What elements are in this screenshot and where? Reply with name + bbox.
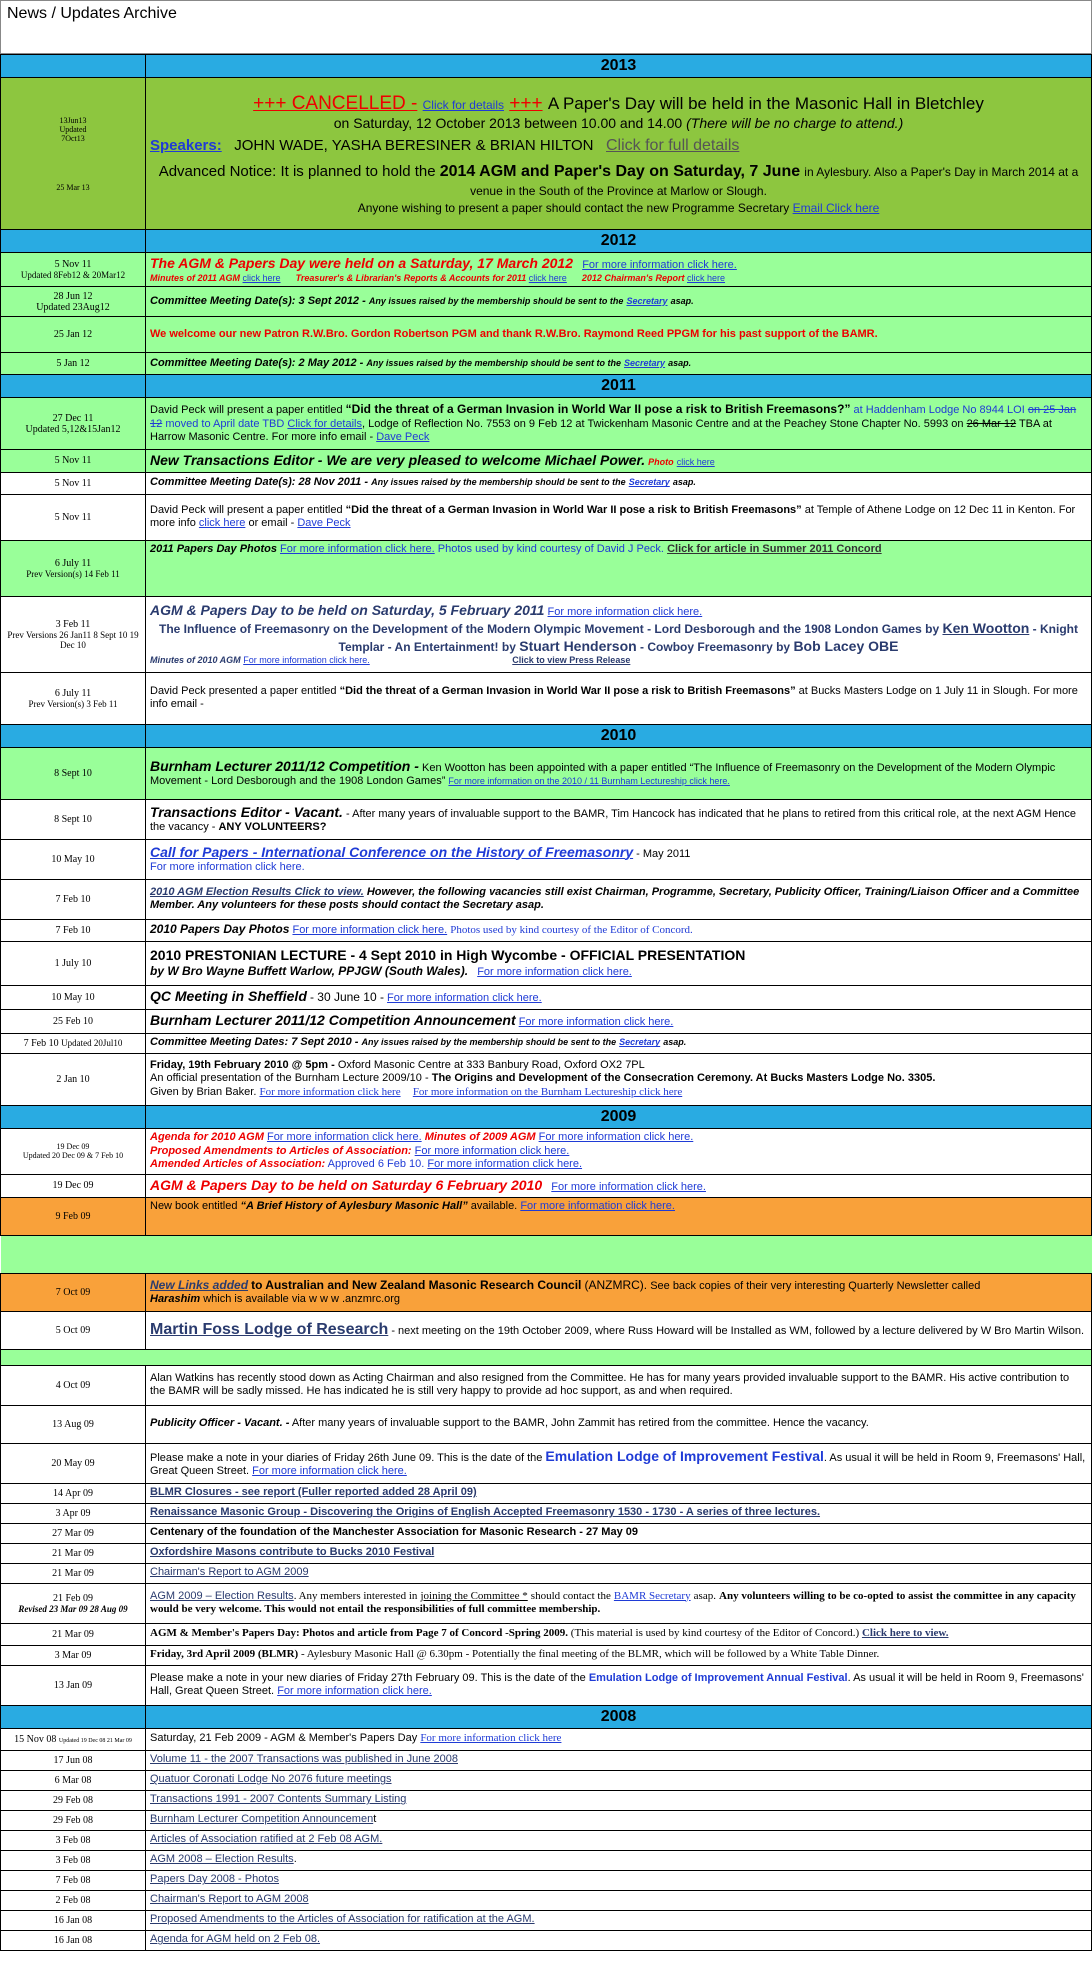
row-content: Please make a note in your new diaries of Friday 27th February 09. This is the date of the Emulation Lodge of Improvement Annual Festival. As usual it will be held in Room 9, Freemasons' Hall, Great Queen Street. For more information click here. (146, 1665, 1092, 1705)
minutes-label: Minutes of 2011 AGM (150, 272, 241, 283)
details-link[interactable]: Click for details (287, 417, 362, 430)
more-info-link[interactable]: For more information click here. (582, 259, 737, 271)
row-content (146, 1503, 1092, 1523)
table-row (1, 1483, 1092, 1503)
row-date: 13 Aug 09 (1, 1405, 146, 1443)
row-content: Burnham Lecturer Competition Announcement (146, 1810, 1092, 1830)
row-content (146, 253, 1092, 287)
table-row (1, 1890, 1092, 1910)
table-row (1, 317, 1092, 353)
agenda-link[interactable]: For more information click here. (266, 1130, 422, 1143)
list-item-link[interactable]: Quatuor Coronati Lodge No 2076 future meetings (150, 1773, 392, 1786)
more-info-link[interactable]: For more information click here. (477, 966, 632, 979)
row-content: Committee Meeting Dates: 7 Sept 2010 - Any issues raised by the membership should be sent to the Secretary asap. (146, 1033, 1092, 1053)
table-row (1, 1583, 1092, 1623)
table-row (1, 540, 1092, 596)
chairman-report-link[interactable]: Chairman's Report to AGM 2009 (150, 1566, 309, 1579)
table-row (1, 253, 1092, 287)
row-date: 17 Jun 08 (1, 1750, 146, 1770)
row-date: 29 Feb 08 (1, 1810, 146, 1830)
table-row (1, 1053, 1092, 1105)
list-item-link[interactable]: Papers Day 2008 - Photos (150, 1873, 280, 1886)
list-item-link[interactable]: Articles of Association ratified at 2 Feb 08 AGM. (150, 1833, 383, 1846)
table-row (1, 1405, 1092, 1443)
year-header-2011 (1, 375, 1092, 398)
archive-table (0, 54, 1092, 1951)
table-row (1, 747, 1092, 799)
row-date: 14 Apr 09 (1, 1483, 146, 1503)
row-content (146, 1830, 1092, 1850)
row-content (146, 353, 1092, 375)
list-item-link[interactable]: Chairman's Report to AGM 2008 (150, 1893, 309, 1906)
table-row (1, 1850, 1092, 1870)
row-date: 6 July 11 Prev Version(s) 3 Feb 11 (1, 672, 146, 724)
text: Any issues raised by the membership should be sent to the (368, 295, 624, 306)
amended-link[interactable]: For more information click here. (427, 1158, 583, 1171)
row-content (146, 78, 1092, 230)
row-date: 27 Mar 09 (1, 1523, 146, 1543)
election-results-link[interactable]: 2010 AGM Election Results Click to view. (150, 885, 364, 898)
year-label: 2009 (146, 1105, 1092, 1128)
table-row (1, 287, 1092, 317)
secretary-link[interactable]: Secretary (626, 295, 668, 306)
row-content: Friday, 19th February 2010 @ 5pm - Oxford Masonic Centre at 333 Banbury Road, Oxford OX2 7PL An official presentation of the Burnham Lecture 2009/10 - The Origins and Development of the Consecration Ceremony. At Bucks Masters Lodge No. 3305. Given by Brian Baker. For more information click here For more information on the Burnham Lectureship click here (146, 1053, 1092, 1105)
full-details-link[interactable]: Click for full details (606, 136, 740, 154)
row-content: Centenary of the foundation of the Manchester Association for Masonic Research - 27 May 09 (146, 1523, 1092, 1543)
row-date: 3 Apr 09 (1, 1503, 146, 1523)
row-content: Publicity Officer - Vacant. - After many years of invaluable support to the BAMR, John Zammit has retired from the committee. Hence the vacancy. (146, 1405, 1092, 1443)
more-info-link[interactable]: For more information click here. (252, 1465, 407, 1478)
table-row (1, 494, 1092, 540)
row-date: 7 Oct 09 (1, 1273, 146, 1311)
row-content: Burnham Lecturer 2011/12 Competition Announcement For more information click here. (146, 1009, 1092, 1033)
more-info-link[interactable]: For more information click here. (547, 606, 703, 619)
row-content: Please make a note in your diaries of Friday 26th June 09. This is the date of the Emulation Lodge of Improvement Festival. As usual it will be held in Room 9, Freemasons' Hall, Great Queen Street. For more information click here. (146, 1443, 1092, 1483)
table-row (1, 1645, 1092, 1665)
table-row (1, 78, 1092, 230)
table-row (1, 1523, 1092, 1543)
year-header-2010 (1, 724, 1092, 747)
minutes-link[interactable]: click here (242, 272, 281, 283)
table-row (1, 1311, 1092, 1349)
year-header-2013 (1, 55, 1092, 78)
list-item-link[interactable]: AGM 2008 – Election Results (150, 1853, 294, 1866)
table-row (1, 839, 1092, 879)
speakers-link[interactable]: Speakers: (150, 136, 222, 154)
page-title (0, 0, 1092, 54)
row-content: AGM 2008 – Election Results. (146, 1850, 1092, 1870)
table-row (1, 1563, 1092, 1583)
row-date: 7 Feb 10 (1, 919, 146, 941)
row-content: 2010 AGM Election Results Click to view. However, the following vacancies still exist Chairman, Programme, Secretary, Publicity Officer, Training/Liaison Officer and a Committee Member. Any volunteers for these posts should contact the Secretary asap. (146, 879, 1092, 919)
table-row (1, 1009, 1092, 1033)
row-date: 19 Dec 09 Updated 20 Dec 09 & 7 Feb 10 (1, 1128, 146, 1174)
row-date: 15 Nov 08 Updated 19 Dec 08 21 Mar 09 (1, 1728, 146, 1750)
row-date: 3 Feb 08 (1, 1830, 146, 1850)
row-date: 7 Feb 10 Updated 20Jul10 (1, 1033, 146, 1053)
end: asap. (668, 357, 692, 368)
burnham-link[interactable]: For more information on the Burnham Lectureship click here (412, 1086, 683, 1099)
table-row (1, 1033, 1092, 1053)
secretary-link[interactable]: Secretary (624, 357, 666, 368)
row-content: New Links added to Australian and New Zealand Masonic Research Council (ANZMRC). See back copies of their very interesting Quarterly Newsletter called Harashim which is available via w w w .anzmrc.org (146, 1273, 1092, 1311)
row-content: Alan Watkins has recently stood down as Acting Chairman and also resigned from the Committee. He has for many years provided invaluable support to the BAMR. His active contribution to the BAMR will be sadly missed. He has indicated he is still very happy to provide ad hoc support, as and when required. (146, 1365, 1092, 1405)
row-content (146, 1870, 1092, 1890)
minutes-link[interactable]: For more information click here. (243, 655, 370, 665)
row-date: 21 Feb 09 Revised 23 Mar 09 28 Aug 09 (1, 1583, 146, 1623)
row-date: 2 Feb 08 (1, 1890, 146, 1910)
row-content: David Peck will present a paper entitled “Did the threat of a German Invasion in World War II pose a risk to British Freemasons” at Temple of Athene Lodge on 12 Dec 11 in Kenton. For more info click here or email - Dave Peck (146, 494, 1092, 540)
list-item-link[interactable]: Transactions 1991 - 2007 Contents Summary Listing (150, 1793, 407, 1806)
table-row (1, 1665, 1092, 1705)
year-header-2009 (1, 1105, 1092, 1128)
row-content: 2010 PRESTONIAN LECTURE - 4 Sept 2010 in High Wycombe - OFFICIAL PRESENTATION by W Bro Wayne Buffett Warlow, PPJGW (South Wales). For more information click here. (146, 941, 1092, 985)
row-content: We welcome our new Patron R.W.Bro. Gordon Robertson PGM and thank R.W.Bro. Raymond Reed PPGM for his past support of the BAMR. (146, 317, 1092, 353)
table-row (1, 1750, 1092, 1770)
lead: Committee Meeting Date(s): 3 Sept 2012 - (150, 294, 366, 307)
blmr-closures-link[interactable]: BLMR Closures - see report (Fuller reported added 28 April 09) (150, 1486, 477, 1499)
table-row (1, 1930, 1092, 1950)
secretary-link[interactable]: Secretary (628, 477, 670, 488)
table-row (1, 1870, 1092, 1890)
row-date: 3 Mar 09 (1, 1645, 146, 1665)
email-link[interactable]: Dave Peck (376, 431, 430, 444)
advance-bold: 2014 AGM and Paper's Day on Saturday, 7 June (439, 162, 801, 180)
when-note: (There will be no charge to attend.) (686, 115, 904, 132)
row-date: 10 May 10 (1, 839, 146, 879)
table-row (1, 1197, 1092, 1235)
table-row (1, 1543, 1092, 1563)
headline: A Paper's Day will be held in the Masonic Hall in Bletchley (547, 93, 984, 113)
row-content (146, 1910, 1092, 1930)
row-content: 2011 Papers Day Photos For more information click here. Photos used by kind courtesy of David J Peck. Click for article in Summer 2011 Concord (146, 540, 1092, 596)
row-date: 3 Feb 11 Prev Versions 26 Jan11 8 Sept 10 19 Dec 10 (1, 596, 146, 672)
oxfordshire-link[interactable]: Oxfordshire Masons contribute to Bucks 2010 Festival (150, 1546, 435, 1559)
row-date: 16 Jan 08 (1, 1910, 146, 1930)
row-content (146, 1543, 1092, 1563)
row-content: New Transactions Editor - We are very pleased to welcome Michael Power. Photo click here (146, 450, 1092, 473)
row-date: 5 Nov 11 (1, 450, 146, 473)
press-release-link[interactable]: Click to view Press Release (512, 655, 631, 665)
row-date: 6 Mar 08 (1, 1770, 146, 1790)
secretary-link[interactable]: BAMR Secretary (613, 1589, 691, 1602)
list-item-link[interactable]: Proposed Amendments to the Articles of Association for ratification at the AGM. (150, 1913, 535, 1926)
table-row (1, 1365, 1092, 1405)
table-row (1, 1443, 1092, 1483)
list-item-link[interactable]: Agenda for AGM held on 2 Feb 08. (150, 1933, 321, 1946)
year-header-2012 (1, 230, 1092, 253)
table-row (1, 1910, 1092, 1930)
more-info-link[interactable]: For more information click here (420, 1732, 562, 1745)
row-date: 25 Feb 10 (1, 1009, 146, 1033)
row-content: Friday, 3rd April 2009 (BLMR) - Aylesbury Masonic Hall @ 6.30pm - Potentially the final meeting of the BLMR, which will be followed by a White Table Dinner. (146, 1645, 1092, 1665)
concord-article-link[interactable]: Click for article in Summer 2011 Concord (667, 542, 882, 555)
table-row (1, 450, 1092, 473)
info-link[interactable]: click here (198, 517, 246, 530)
row-date: 5 Jan 12 (1, 353, 146, 375)
when-text: on Saturday, 12 October 2013 between 10.00 and 14.00 (333, 115, 683, 132)
table-row (1, 472, 1092, 494)
year-label: 2010 (146, 724, 1092, 747)
table-row (1, 1728, 1092, 1750)
election-results-link[interactable]: AGM 2009 – Election Results (150, 1589, 294, 1602)
anyone-text: Anyone wishing to present a paper should contact the new Programme Secretary (357, 200, 790, 215)
row-date: 1 July 10 (1, 941, 146, 985)
table-row (1, 398, 1092, 450)
plus-marker: +++ (509, 92, 543, 114)
row-content: AGM & Papers Day to be held on Saturday 6 February 2010 For more information click here. (146, 1175, 1092, 1198)
row-content (146, 1770, 1092, 1790)
chairman-link[interactable]: click here (687, 272, 726, 283)
year-label: 2011 (146, 375, 1092, 398)
table-row (1, 1175, 1092, 1198)
row-date: 21 Mar 09 (1, 1563, 146, 1583)
row-content: David Peck presented a paper entitled “Did the threat of a German Invasion in World War II pose a risk to British Freemasons” at Bucks Masters Lodge on 1 July 11 in Slough. For more info email - (146, 672, 1092, 724)
row-date-2: 25 Mar 13 (56, 182, 90, 192)
row-content (146, 1563, 1092, 1583)
row-date: 5 Nov 11 (1, 472, 146, 494)
row-date: 2 Jan 10 (1, 1053, 146, 1105)
end: asap. (670, 295, 694, 306)
table-row (1, 799, 1092, 839)
new-links-link[interactable]: New Links added (150, 1277, 249, 1292)
row-date: 5 Oct 09 (1, 1311, 146, 1349)
reports-link[interactable]: click here (528, 272, 567, 283)
row-date: 29 Feb 08 (1, 1790, 146, 1810)
row-date: 20 May 09 (1, 1443, 146, 1483)
row-date: 6 July 11 Prev Version(s) 14 Feb 11 (1, 540, 146, 596)
row-date: 21 Mar 09 (1, 1543, 146, 1563)
table-row (1, 596, 1092, 672)
row-date: 16 Jan 08 (1, 1930, 146, 1950)
row-date: 3 Feb 08 (1, 1850, 146, 1870)
row-content: Burnham Lecturer 2011/12 Competition - Ken Wootton has been appointed with a paper entitled “The Influence of Freemasonry on the Development of the Modern Olympic Movement - Lord Desborough and the 1908 London Games” For more information on the 2010 / 11 Burnham Lectureship click here. (146, 747, 1092, 799)
email-link[interactable]: Email Click here (792, 200, 880, 215)
row-content (146, 1483, 1092, 1503)
secretary-link[interactable]: Secretary (619, 1037, 661, 1048)
row-content: AGM & Member's Papers Day: Photos and article from Page 7 of Concord -Spring 2009. (This material is used by kind courtesy of the Editor of Concord.) Click here to view. (146, 1623, 1092, 1645)
more-info-link[interactable]: For more information click here. (518, 1016, 674, 1029)
row-date: 10 May 10 (1, 985, 146, 1009)
table-row (1, 1810, 1092, 1830)
row-date: 8 Sept 10 (1, 799, 146, 839)
table-row (1, 1273, 1092, 1311)
cancel-details-link[interactable]: Click for details (422, 97, 504, 112)
row-date: 13Jun13 Updated 7Oct13 25 Mar 13 (1, 78, 146, 230)
table-row (1, 353, 1092, 375)
lectureship-link[interactable]: For more information on the 2010 / 11 Burnham Lectureship click here. (448, 776, 730, 787)
year-label: 2008 (146, 1705, 1092, 1728)
row-date: 5 Nov 11 Updated 8Feb12 & 20Mar12 (1, 253, 146, 287)
table-row (1, 1790, 1092, 1810)
row-content: Martin Foss Lodge of Research - next meeting on the 19th October 2009, where Russ Howard will be Installed as WM, followed by a lecture delivered by W Bro Martin Wilson. (146, 1311, 1092, 1349)
reports-label: Treasurer's & Librarian's Reports & Accounts for 2011 (295, 272, 527, 283)
row-content: 2010 Papers Day Photos For more information click here. Photos used by kind courtesy of the Editor of Concord. (146, 919, 1092, 941)
more-info-link[interactable]: For more information click here. (280, 542, 435, 555)
headline: The AGM & Papers Day were held on a Saturday, 17 March 2012 (150, 255, 574, 271)
row-content: AGM 2009 – Election Results. Any members interested in joining the Committee * should contact the BAMR Secretary asap. Any volunteers willing to be co-opted to assist the committee in any capacity would be very welcome. This would not entail the responsibilities of full committee membership. (146, 1583, 1092, 1623)
chairman-label: 2012 Chairman's Report (581, 272, 685, 283)
row-content: Saturday, 21 Feb 2009 - AGM & Member's Papers Day For more information click here (146, 1728, 1092, 1750)
table-row (1, 1770, 1092, 1790)
table-row (1, 919, 1092, 941)
more-info-link[interactable]: For more information click here. (150, 861, 305, 874)
table-row (1, 1830, 1092, 1850)
speakers-list: JOHN WADE, YASHA BERESINER & BRIAN HILTON (234, 136, 594, 154)
table-row (1, 672, 1092, 724)
list-item-link[interactable]: Volume 11 - the 2007 Transactions was published in June 2008 (150, 1753, 458, 1766)
row-date: 8 Sept 10 (1, 747, 146, 799)
row-date: 28 Jun 12 Updated 23Aug12 (1, 287, 146, 317)
table-row (1, 879, 1092, 919)
minutes-link[interactable]: For more information click here. (538, 1130, 694, 1143)
advance-rest: in Aylesbury. Also a Paper's Day in March 2014 at a venue in the South of the Province at Marlow or Slough. (470, 164, 1079, 198)
row-date: 13 Jan 09 (1, 1665, 146, 1705)
row-date: 7 Feb 08 (1, 1870, 146, 1890)
page-title-text: News / Updates Archive (7, 5, 177, 22)
join-committee-link[interactable]: joining the Committee * (420, 1589, 528, 1602)
more-info-link[interactable]: For more information click here. (551, 1181, 706, 1193)
row-content (146, 1930, 1092, 1950)
row-content (146, 1750, 1092, 1770)
email-link[interactable]: Dave Peck (297, 517, 351, 530)
row-content: Agenda for 2010 AGM For more information click here. Minutes of 2009 AGM For more information click here. Proposed Amendments to Articles of Association: For more information click here. Amended Articles of Association: Approved 6 Feb 10. For more information click here. (146, 1128, 1092, 1174)
row-content (146, 1890, 1092, 1910)
year-header-2008 (1, 1705, 1092, 1728)
row-date: 7 Feb 10 (1, 879, 146, 919)
advance-text: Advanced Notice: It is planned to hold the (158, 162, 436, 180)
spacer (1, 1235, 1092, 1273)
row-date: 21 Mar 09 (1, 1623, 146, 1645)
text: Any issues raised by the membership should be sent to the (366, 357, 621, 368)
row-content: David Peck will present a paper entitled “Did the threat of a German Invasion in World War II pose a risk to British Freemasons?” at Haddenham Lodge No 8944 LOI on 25 Jan 12 moved to April date TBD Click for details, Lodge of Reflection No. 7553 on 9 Feb 12 at Twickenham Masonic Centre and at the Peachey Stone Chapter No. 5993 on 26 Mar 12 TBA at Harrow Masonic Centre. For more info email - Dave Peck (146, 398, 1092, 450)
lead: Committee Meeting Date(s): 2 May 2012 - (150, 356, 364, 369)
row-date: 5 Nov 11 (1, 494, 146, 540)
more-info-link[interactable]: For more information click here. (520, 1199, 675, 1212)
row-content: AGM & Papers Day to be held on Saturday, 5 February 2011 For more information click here. The Influence of Freemasonry on the Development of the Modern Olympic Movement - Lord Desborough and the 1908 London Games by Ken Wootton - Knight Templar - An Entertainment! by Stuart Henderson - Cowboy Freemasonry by Bob Lacey OBE Minutes of 2010 AGM For more information click here. Click to view Press Release (146, 596, 1092, 672)
year-label: 2012 (146, 230, 1092, 253)
table-row (1, 1128, 1092, 1174)
table-row (1, 1623, 1092, 1645)
photo-link[interactable]: click here (676, 457, 715, 467)
renaissance-link[interactable]: Renaissance Masonic Group - Discovering the Origins of English Accepted Freemasonry 1530 - 1730 - A series of three lectures. (150, 1506, 821, 1519)
row-date: 9 Feb 09 (1, 1197, 146, 1235)
more-info-link[interactable]: For more information click here. (277, 1685, 432, 1698)
row-content: Call for Papers - International Conference on the History of Freemasonry - May 2011 For more information click here. (146, 839, 1092, 879)
row-content: New book entitled “A Brief History of Aylesbury Masonic Hall” available. For more information click here. (146, 1197, 1092, 1235)
row-content (146, 1790, 1092, 1810)
row-content (146, 287, 1092, 317)
cancelled-label: +++ CANCELLED - (253, 92, 418, 114)
list-item-link[interactable]: Burnham Lecturer Competition Announcemen (150, 1813, 374, 1826)
call-for-papers-link[interactable]: Call for Papers - International Conference on the History of Freemasonry (150, 843, 634, 860)
table-row (1, 941, 1092, 985)
row-date: 4 Oct 09 (1, 1365, 146, 1405)
speaker-link[interactable]: Ken Wootton (942, 620, 1030, 636)
row-content: Committee Meeting Date(s): 28 Nov 2011 - Any issues raised by the membership should be sent to the Secretary asap. (146, 472, 1092, 494)
amendments-link[interactable]: For more information click here. (414, 1144, 570, 1157)
row-content: QC Meeting in Sheffield - 30 June 10 - For more information click here. (146, 985, 1092, 1009)
lodge-link[interactable]: Martin Foss Lodge of Research (150, 1321, 389, 1339)
table-row (1, 1503, 1092, 1523)
more-info-link[interactable]: For more information click here. (292, 924, 448, 937)
row-date: 27 Dec 11 Updated 5,12&15Jan12 (1, 398, 146, 450)
spacer (1, 1349, 1092, 1365)
more-info-link[interactable]: For more information click here. (387, 992, 542, 1005)
more-info-link[interactable]: For more information click here (259, 1086, 401, 1099)
table-row (1, 985, 1092, 1009)
row-content: Transactions Editor - Vacant. - After many years of invaluable support to the BAMR, Tim Hancock has indicated that he plans to retired from this critical role, at the next AGM Hence the vacancy - ANY VOLUNTEERS? (146, 799, 1092, 839)
row-date: 25 Jan 12 (1, 317, 146, 353)
row-date: 19 Dec 09 (1, 1175, 146, 1198)
year-label: 2013 (146, 55, 1092, 78)
view-link[interactable]: Click here to view. (861, 1627, 949, 1640)
